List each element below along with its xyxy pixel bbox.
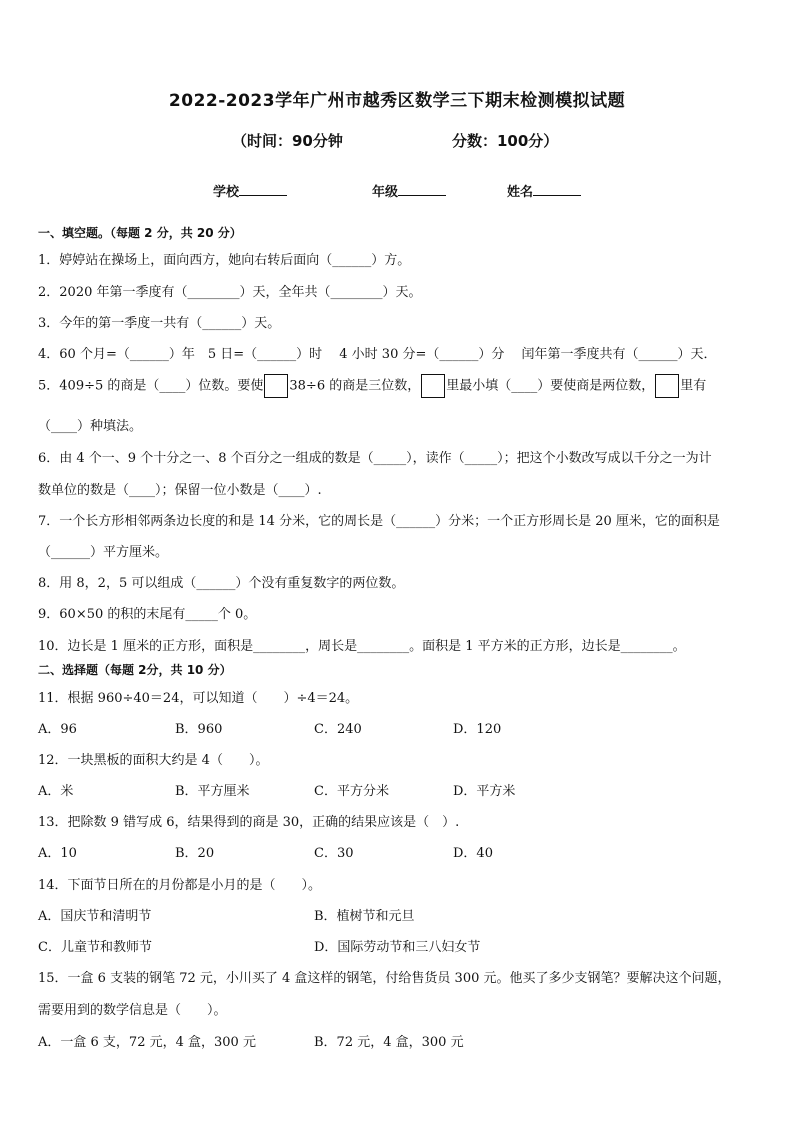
q13-option-d[interactable]: D．40: [453, 846, 493, 861]
q13-option-b[interactable]: B．20: [175, 846, 215, 861]
question-15-continued: 需要用到的数学信息是（ ）。: [38, 1003, 227, 1018]
q14-option-b[interactable]: B．植树节和元旦: [314, 909, 415, 924]
q11-option-a[interactable]: A．96: [38, 722, 77, 737]
exam-time: （时间：90分钟: [232, 132, 343, 150]
school-field: [213, 181, 287, 200]
grade-field: [372, 181, 446, 200]
name-label: 姓名: [507, 185, 534, 200]
q11-option-d[interactable]: D．120: [453, 722, 502, 737]
school-label: 学校: [213, 185, 240, 200]
q14-option-c[interactable]: C．儿童节和教师节: [38, 940, 152, 955]
name-field: [507, 181, 581, 200]
question-12: 12．一块黑板的面积大约是 4（ ）。: [38, 753, 269, 768]
q13-option-a[interactable]: A．10: [38, 846, 77, 861]
q15-option-b[interactable]: B．72 元，4 盒，300 元: [314, 1035, 464, 1050]
fill-box[interactable]: [655, 374, 679, 398]
page-title: 2022-2023学年广州市越秀区数学三下期末检测模拟试题: [168, 91, 626, 111]
question-7: 7．一个长方形相邻两条边长度的和是 14 分米，它的周长是（______）分米；一个正方形周长是 20 厘米，它的面积是: [38, 514, 720, 529]
fill-box[interactable]: [264, 374, 288, 398]
question-5-part-c: 里最小填（____）要使商是两位数，: [446, 378, 655, 394]
question-6: 6．由 4 个一、9 个十分之一、8 个百分之一组成的数是（_____），读作（_____）；把这个小数改写成以千分之一为计: [38, 451, 712, 466]
question-3: 3．今年的第一季度一共有（______）天。: [38, 316, 281, 331]
question-5-continued: （____）种填法。: [38, 419, 143, 434]
q11-option-c[interactable]: C．240: [314, 722, 362, 737]
fill-box[interactable]: [421, 374, 445, 398]
q11-option-b[interactable]: B．960: [175, 722, 223, 737]
exam-score: 分数：100分）: [452, 132, 559, 150]
question-2: 2．2020 年第一季度有（________）天，全年共（________）天。: [38, 285, 422, 300]
q12-option-a[interactable]: A．米: [38, 784, 74, 799]
question-10: 10．边长是 1 厘米的正方形，面积是________，周长是________。面积是 1 平方米的正方形，边长是________。: [38, 639, 686, 654]
section-1-heading: 一、填空题。（每题 2 分，共 20 分）: [38, 226, 242, 240]
q14-option-d[interactable]: D．国际劳动节和三八妇女节: [314, 940, 481, 955]
question-13: 13．把除数 9 错写成 6，结果得到的商是 30，正确的结果应该是（ ）.: [38, 815, 460, 830]
question-9: 9．60×50 的积的末尾有_____个 0。: [38, 607, 257, 622]
q15-option-a[interactable]: A．一盒 6 支，72 元，4 盒，300 元: [38, 1035, 256, 1050]
grade-blank[interactable]: [398, 183, 446, 196]
q12-option-c[interactable]: C．平方分米: [314, 784, 389, 799]
question-5: [38, 374, 706, 398]
question-6-continued: 数单位的数是（____）；保留一位小数是（____）.: [38, 483, 322, 498]
q14-option-a[interactable]: A．国庆节和清明节: [38, 909, 152, 924]
question-11: 11．根据 960÷40＝24，可以知道（ ）÷4＝24。: [38, 691, 359, 706]
name-blank[interactable]: [533, 183, 581, 196]
question-15: 15．一盒 6 支装的钢笔 72 元，小川买了 4 盒这样的钢笔，付给售货员 300 元。他买了多少支钢笔？要解决这个问题，: [38, 971, 731, 986]
question-4: 4．60 个月=（______）年 5 日=（______）时 4 小时 30 分=（______）分 闰年第一季度共有（______）天．: [38, 347, 717, 362]
question-7-continued: （______）平方厘米。: [38, 545, 169, 560]
section-2-heading: 二、选择题（每题 2分，共 10 分）: [38, 663, 232, 677]
question-5-part-d: 里有: [680, 378, 707, 394]
q13-option-c[interactable]: C．30: [314, 846, 354, 861]
question-8: 8．用 8，2，5 可以组成（______）个没有重复数字的两位数。: [38, 576, 405, 591]
question-5-part-a: 5．409÷5 的商是（____）位数。要使: [38, 378, 264, 394]
school-blank[interactable]: [239, 183, 287, 196]
question-1: 1．婷婷站在操场上，面向西方，她向右转后面向（______）方。: [38, 253, 411, 268]
question-14: 14．下面节日所在的月份都是小月的是（ ）。: [38, 878, 322, 893]
grade-label: 年级: [372, 185, 399, 200]
question-5-part-b: 38÷6 的商是三位数，: [289, 378, 421, 394]
q12-option-d[interactable]: D．平方米: [453, 784, 516, 799]
q12-option-b[interactable]: B．平方厘米: [175, 784, 250, 799]
